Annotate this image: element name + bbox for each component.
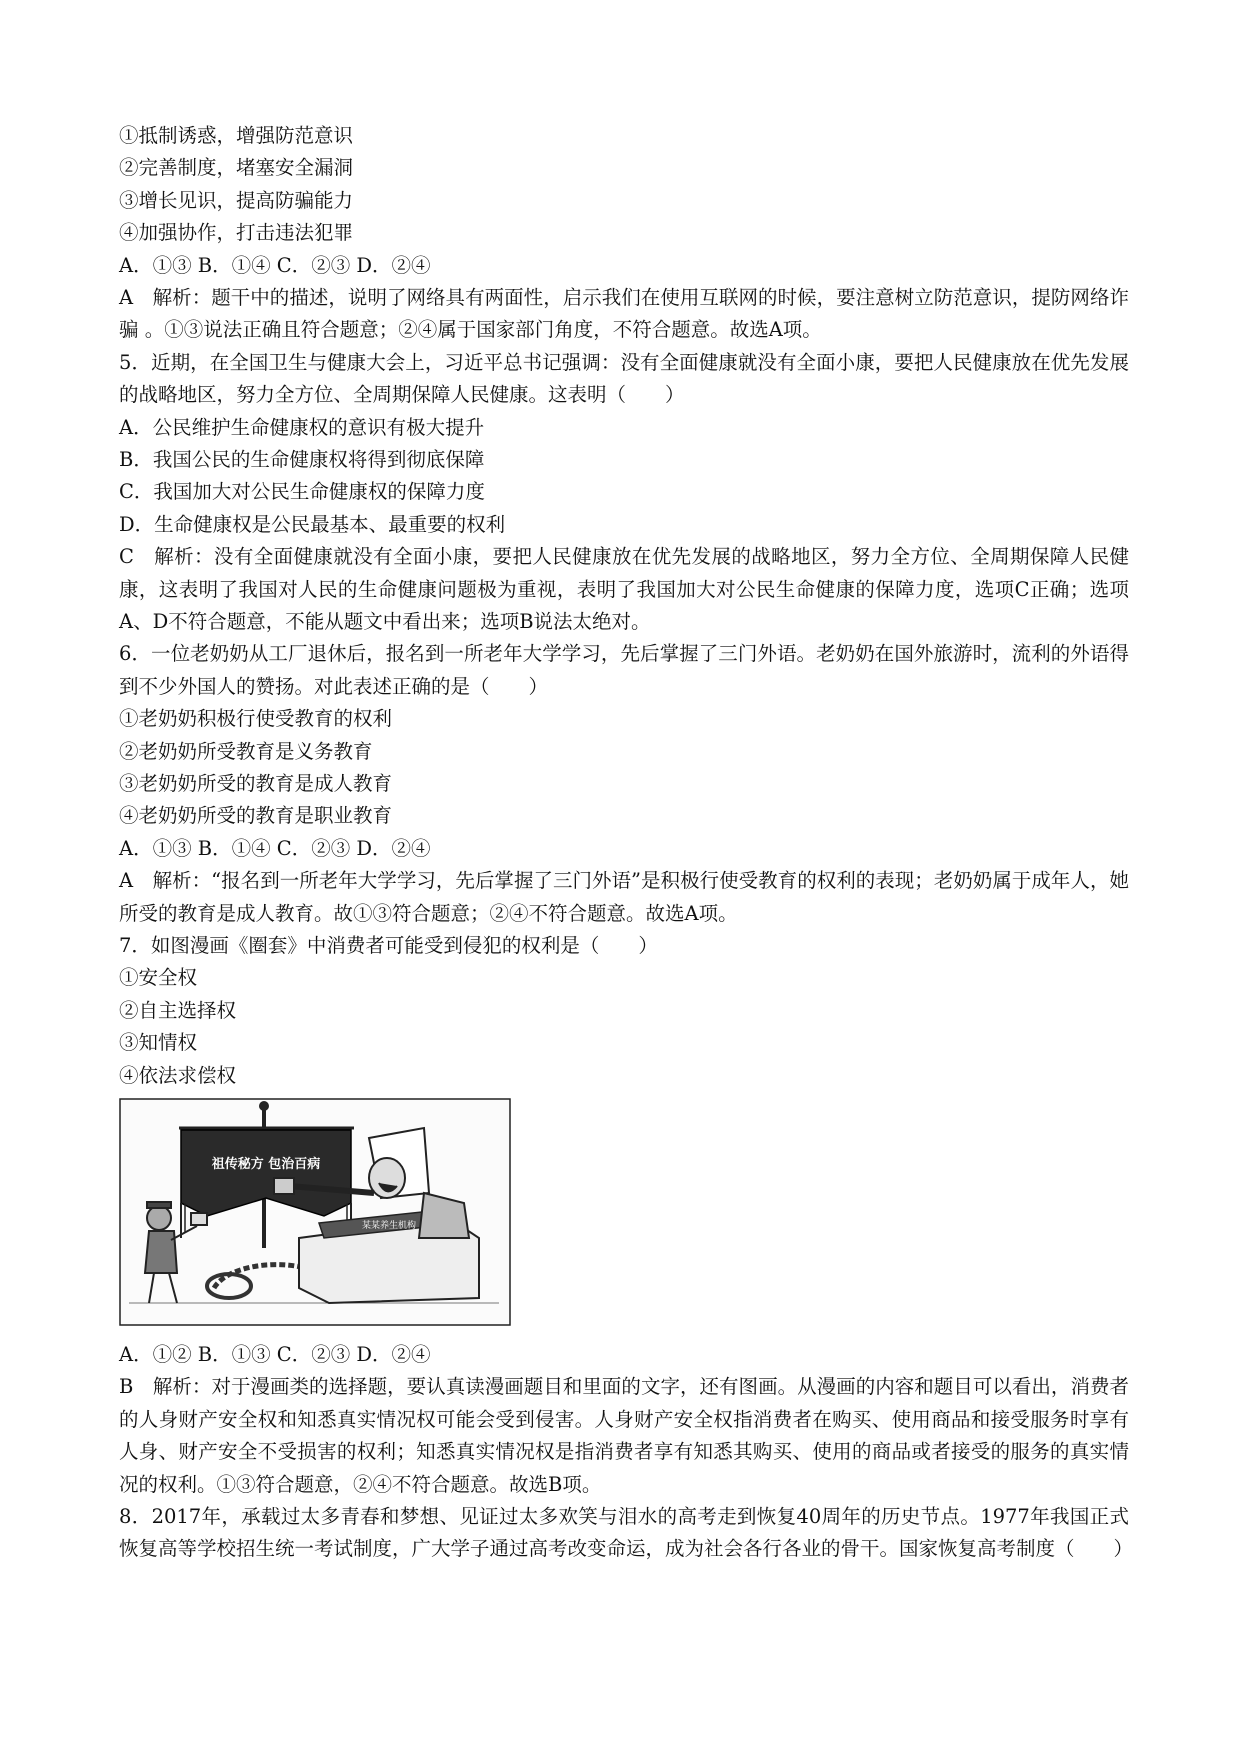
option-line: ③增长见识，提高防骗能力 — [119, 188, 354, 212]
option-line: ①老奶奶积极行使受教育的权利 — [119, 707, 393, 731]
question-stem: 5．近期，在全国卫生与健康大会上，习近平总书记强调：没有全面健康就没有全面小康，要把人民健康放在优先发展的战略地区，努力全方位、全周期保障人民健康。这表明（ ） — [119, 350, 1129, 407]
cartoon-image — [119, 1098, 511, 1326]
answer-analysis: C 解析：没有全面健康就没有全面小康，要把人民健康放在优先发展的战略地区，努力全方位、全周期保障人民健康，这表明了我国对人民的生命健康问题极为重视，表明了我国加大对公民生命健康的保障力度，选项C正确；选项A、D不符合题意，不能从题文中看出来；选项B说法太绝对。 — [119, 545, 1129, 633]
option-line: ③老奶奶所受的教育是成人教育 — [119, 771, 393, 795]
option-line: D．生命健康权是公民最基本、最重要的权利 — [119, 512, 506, 536]
option-line: ④老奶奶所受的教育是职业教育 — [119, 804, 393, 828]
option-line: B．我国公民的生命健康权将得到彻底保障 — [119, 447, 485, 471]
question-5 — [119, 347, 1129, 639]
desk-sign-text: 某某养生机构 — [361, 1220, 417, 1231]
choices-line: A．①③ B．①④ C．②③ D．②④ — [119, 836, 431, 860]
question-8 — [119, 1501, 1134, 1566]
option-line: C．我国加大对公民生命健康权的保障力度 — [119, 480, 485, 504]
option-line: ④依法求偿权 — [119, 1063, 237, 1087]
question-stem: 7．如图漫画《圈套》中消费者可能受到侵犯的权利是（ ） — [119, 933, 658, 957]
option-line: A．公民维护生命健康权的意识有极大提升 — [119, 415, 485, 439]
page-content — [119, 120, 1134, 1566]
option-line: ①抵制诱惑，增强防范意识 — [119, 124, 354, 147]
option-line: ①安全权 — [119, 966, 198, 990]
question-4 — [119, 120, 1129, 347]
choices-line: A．①③ B．①④ C．②③ D．②④ — [119, 253, 431, 277]
answer-analysis: A 解析：“报名到一所老年大学学习，先后掌握了三门外语”是积极行使受教育的权利的表现；老奶奶属于成年人，她所受的教育是成人教育。故①③符合题意；②④不符合题意。故选A项。 — [119, 869, 1129, 925]
option-line: ②老奶奶所受教育是义务教育 — [119, 739, 373, 763]
question-stem: 6．一位老奶奶从工厂退休后，报名到一所老年大学学习，先后掌握了三门外语。老奶奶在国外旅游时，流利的外语得到不少外国人的赞扬。对此表述正确的是（ ） — [119, 642, 1129, 698]
answer-analysis: B 解析：对于漫画类的选择题，要认真读漫画题目和里面的文字，还有图画。从漫画的内容和题目可以看出，消费者的人身财产安全权和知悉真实情况权可能会受到侵害。人身财产安全权指消费者在购买、使用商品和接受服务时享有人身、财产安全不受损害的权利；知悉真实情况权是指消费者享有知悉其购买、使用的商品或者接受的服务的真实情况的权利。①③符合题意，②④不符合题意。故选B项。 — [119, 1375, 1129, 1496]
banner-text: 祖传秘方 包治百病 — [211, 1156, 321, 1172]
choices-line: A．①② B．①③ C．②③ D．②④ — [119, 1342, 431, 1366]
question-6 — [119, 638, 1129, 930]
option-line: ④加强协作，打击违法犯罪 — [119, 221, 354, 245]
question-stem: 8．2017年，承载过太多青春和梦想、见证过太多欢笑与泪水的高考走到恢复40周年的历史节点。1977年我国正式恢复高等学校招生统一考试制度，广大学子通过高考改变命运，成为社会各行各业的骨干。国家恢复高考制度（ ） — [119, 1504, 1134, 1561]
question-7 — [119, 930, 1129, 1501]
option-line: ②完善制度，堵塞安全漏洞 — [119, 156, 354, 180]
option-line: ③知情权 — [119, 1031, 198, 1055]
option-line: ②自主选择权 — [119, 998, 237, 1022]
answer-analysis: A 解析：题干中的描述，说明了网络具有两面性，启示我们在使用互联网的时候，要注意树立防范意识，提防网络诈骗 。①③说法正确且符合题意；②④属于国家部门角度，不符合题意。故选A项。 — [119, 285, 1129, 342]
